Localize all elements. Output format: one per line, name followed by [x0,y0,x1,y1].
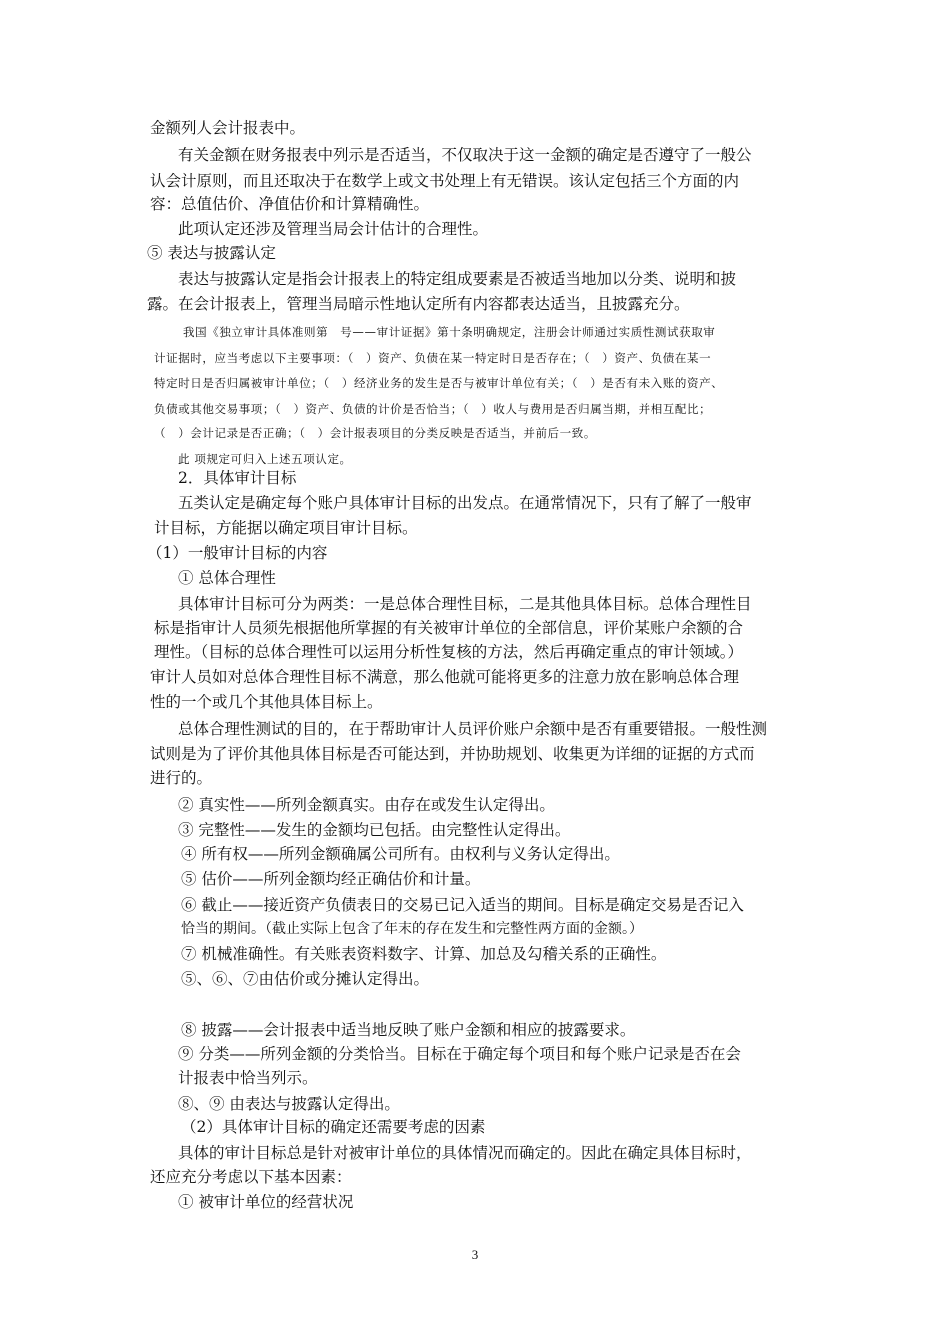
page-number: 3 [471,1247,479,1262]
list-item: ⑧、⑨ 由表达与披露认定得出。 [178,1095,400,1113]
list-item: ⑤ 估价——所列金额均经正确估价和计量。 [181,870,481,888]
text-line: 表达与披露认定是指会计报表上的特定组成要素是否被适当地加以分类、说明和披 [178,270,737,288]
note-line: （ ）会计记录是否正确；（ ）会计报表项目的分类反映是否适当，并前后一致。 [154,426,596,440]
text-line: 总体合理性测试的目的，在于帮助审计人员评价账户余额中是否有重要错报。一般性测 [178,720,768,738]
note-line: 计证据时，应当考虑以下主要事项：（ ）资产、负债在某一特定时日是否存在；（ ）资产、负债在某一 [154,351,712,365]
text-line: 标是指审计人员须先根据他所掌握的有关被审计单位的全部信息，评价某账户余额的合 [154,619,744,637]
list-item: ⑤、⑥、⑦由估价或分摊认定得出。 [181,970,430,988]
note-line: 负债或其他交易事项；（ ）资产、负债的计价是否恰当；（ ）收人与费用是否归属当期，并相互配比； [154,402,712,416]
text-line: 金额列人会计报表中。 [150,119,306,137]
text-line: 计目标，方能据以确定项目审计目标。 [154,519,418,537]
section-heading: ⑤ 表达与披露认定 [147,244,276,262]
list-item: ⑧ 披露——会计报表中适当地反映了账户金额和相应的披露要求。 [181,1021,636,1039]
list-item: ⑦ 机械准确性。有关账表资料数字、计算、加总及勾稽关系的正确性。 [181,945,667,963]
list-item: ① 被审计单位的经营状况 [178,1193,354,1211]
list-item: ④ 所有权——所列金额确属公司所有。由权利与义务认定得出。 [181,845,620,863]
section-heading: 2．具体审计目标 [178,469,297,487]
list-item: ⑥ 截止——接近资产负债表日的交易已记入适当的期间。目标是确定交易是否记入 [181,896,744,914]
text-line: 认会计原则，而且还取决于在数学上或文书处理上有无错误。该认定包括三个方面的内 [150,172,740,190]
text-line: 试则是为了评价其他具体目标是否可能达到，并协助规划、收集更为详细的证据的方式而 [150,745,755,763]
list-item: 计报表中恰当列示。 [178,1069,318,1087]
note-line: 此 项规定可归入上述五项认定。 [178,452,352,466]
list-item: ⑨ 分类——所列金额的分类恰当。目标在于确定每个项目和每个账户记录是否在会 [178,1045,741,1063]
text-line: 还应充分考虑以下基本因素： [150,1168,352,1186]
text-line: 五类认定是确定每个账户具体审计目标的出发点。在通常情况下，只有了解了一般审 [178,494,752,512]
text-line: 理性。（目标的总体合理性可以运用分析性复核的方法，然后再确定重点的审计领域。） [154,643,744,661]
list-item: 恰当的期间。（截止实际上包含了年末的存在发生和完整性两方面的金额。） [181,921,643,937]
text-line: 具体的审计目标总是针对被审计单位的具体情况而确定的。因此在确定具体目标时， [178,1144,752,1162]
text-line: 审计人员如对总体合理性目标不满意，那么他就可能将更多的注意力放在影响总体合理 [150,668,740,686]
section-heading: ① 总体合理性 [178,569,276,587]
text-line: 露。在会计报表上，管理当局暗示性地认定所有内容都表达适当，且披露充分。 [147,295,690,313]
text-line: 具体审计目标可分为两类：一是总体合理性目标，二是其他具体目标。总体合理性目 [178,595,752,613]
list-item: ③ 完整性——发生的金额均已包括。由完整性认定得出。 [178,821,571,839]
note-line: 特定时日是否归属被审计单位；（ ）经济业务的发生是否与被审计单位有关；（ ）是否有未入账的资产、 [154,376,724,390]
text-line: 进行的。 [150,769,213,787]
note-line: 我国《独立审计具体准则第 号——审计证据》第十条明确规定，注册会计师通过实质性测试获取审 [183,325,716,339]
list-item: ② 真实性——所列金额真实。由存在或发生认定得出。 [178,796,555,814]
section-heading: （2）具体审计目标的确定还需要考虑的因素 [181,1118,486,1136]
text-line: 容：总值估价、净值估价和计算精确性。 [150,195,430,213]
text-line: 性的一个或几个其他具体目标上。 [150,693,383,711]
text-line: 此项认定还涉及管理当局会计估计的合理性。 [178,220,489,238]
section-heading: （1）一般审计目标的内容 [147,544,328,562]
text-line: 有关金额在财务报表中列示是否适当，不仅取决于这一金额的确定是否遵守了一般公 [178,146,752,164]
